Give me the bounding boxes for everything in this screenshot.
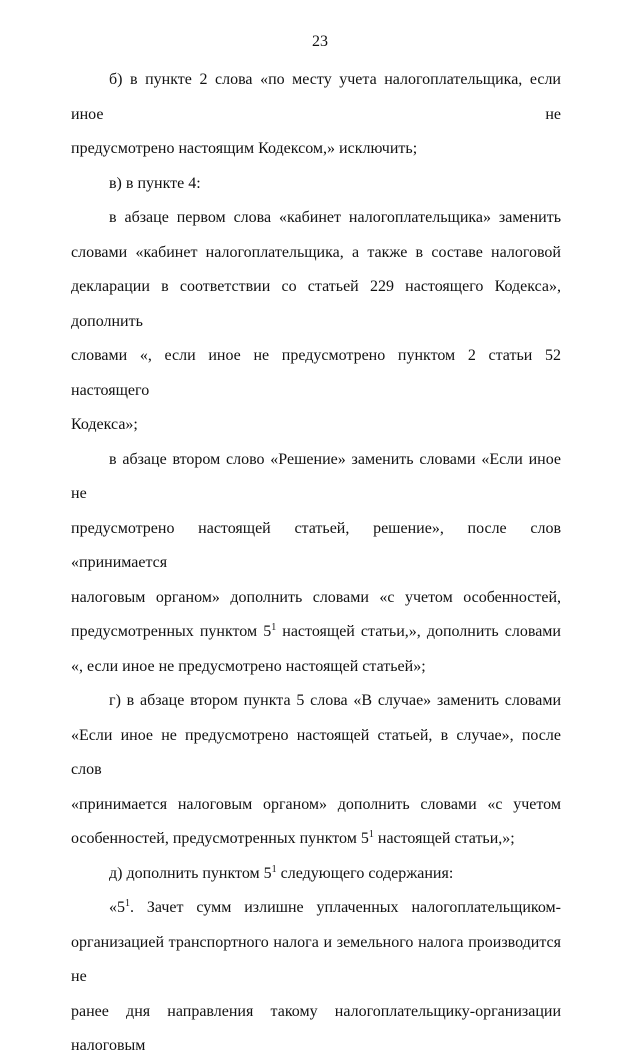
line-text: . Зачет сумм излишне уплаченных налогоплательщиком- bbox=[130, 899, 561, 916]
superscript: 1 bbox=[368, 829, 374, 840]
line-text: «5 bbox=[109, 899, 125, 916]
text-line bbox=[71, 822, 561, 857]
text-line: налоговым органом» дополнить словами «с учетом особенностей, bbox=[71, 588, 561, 606]
text-line: в) в пункте 4: bbox=[109, 174, 201, 192]
text-line: «, если иное не предусмотрено настоящей статьей»; bbox=[71, 657, 426, 675]
line-text: следующего содержания: bbox=[276, 864, 454, 882]
text-line: предусмотрено настоящей статьей, решение», после слов «принимается bbox=[71, 519, 561, 571]
line-text: настоящей статьи,», дополнить словами bbox=[276, 623, 561, 640]
text-line: словами «кабинет налогоплательщика, а также в составе налоговой bbox=[71, 243, 561, 261]
text-line: в абзаце первом слова «кабинет налогоплательщика» заменить bbox=[109, 209, 561, 226]
line-text: настоящей статьи,»; bbox=[373, 830, 515, 847]
text-line: организацией транспортного налога и земельного налога производится не bbox=[71, 933, 561, 985]
text-line bbox=[71, 891, 561, 926]
text-line: ранее дня направления такому налогоплательщику-организации налоговым bbox=[71, 1002, 561, 1054]
text-line: «принимается налоговым органом» дополнить словами «с учетом bbox=[71, 795, 561, 813]
text-line: г) в абзаце втором пункта 5 слова «В случае» заменить словами bbox=[109, 692, 561, 709]
text-line: в абзаце втором слово «Решение» заменить словами «Если иное не bbox=[71, 450, 561, 502]
text-line: Кодекса»; bbox=[71, 416, 138, 433]
text-line: предусмотрено настоящим Кодексом,» исключить; bbox=[71, 140, 418, 157]
text-line: «Если иное не предусмотрено настоящей статьей, в случае», после слов bbox=[71, 726, 561, 778]
superscript: 1 bbox=[271, 863, 277, 875]
text-line bbox=[71, 857, 561, 892]
line-text: предусмотренных пунктом 5 bbox=[71, 623, 272, 640]
document-body bbox=[71, 63, 561, 1064]
text-line: б) в пункте 2 слова «по месту учета налогоплательщика, если иное не bbox=[71, 71, 561, 123]
line-text: особенностей, предусмотренных пунктом 5 bbox=[71, 830, 369, 847]
superscript: 1 bbox=[271, 622, 277, 633]
text-line: декларации в соответствии со статьей 229 настоящего Кодекса», дополнить bbox=[71, 278, 561, 330]
page-number: 23 bbox=[312, 33, 328, 50]
superscript: 1 bbox=[125, 898, 130, 909]
text-line: словами «, если иное не предусмотрено пунктом 2 статьи 52 настоящего bbox=[71, 347, 561, 399]
line-text: д) дополнить пунктом 5 bbox=[109, 864, 272, 882]
text-line bbox=[71, 615, 561, 650]
